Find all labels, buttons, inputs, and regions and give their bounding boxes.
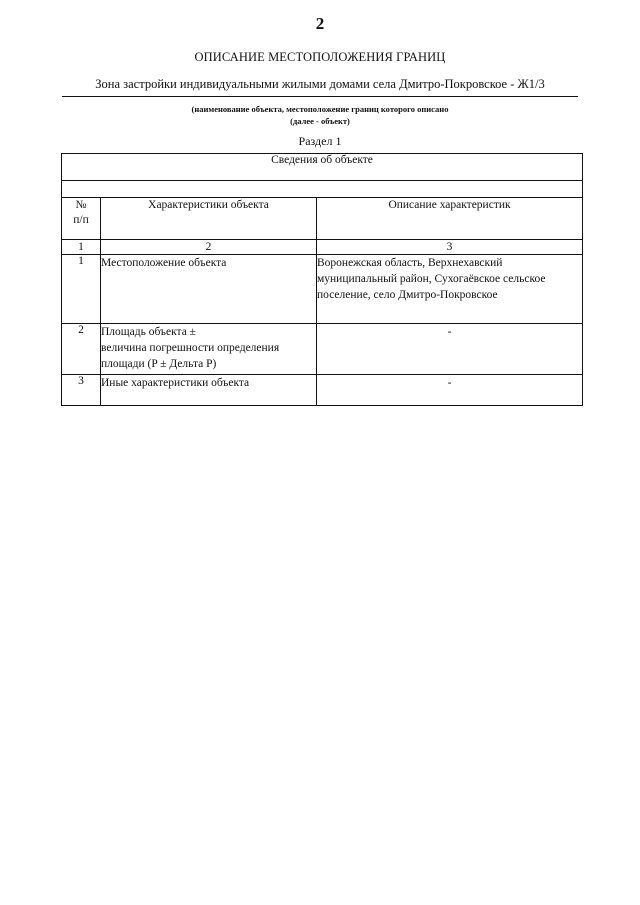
column-header-num [62, 198, 101, 240]
row-number: 1 [62, 255, 101, 324]
column-number: 2 [101, 240, 317, 255]
row-description: - [317, 324, 583, 375]
table-header: Сведения об объекте [62, 154, 583, 181]
document-title: ОПИСАНИЕ МЕСТОПОЛОЖЕНИЯ ГРАНИЦ [194, 50, 446, 64]
object-caption [62, 103, 578, 127]
row-description: Воронежская область, Верхнехавский муниципальный район, Сухогаёвское сельское поселение, село Дмитро-Покровское [317, 255, 583, 324]
table-spacer-row [62, 181, 583, 198]
table-spacer-cell [62, 181, 583, 198]
column-number: 3 [317, 240, 583, 255]
object-name: Зона застройки индивидуальными жилыми домами села Дмитро-Покровское - Ж1/3 [62, 77, 578, 97]
column-header-num-line: № [75, 199, 87, 211]
row-description: - [317, 375, 583, 406]
column-header-row [62, 198, 583, 240]
object-caption-line: (далее - объект) [290, 116, 350, 126]
table-row [62, 375, 583, 406]
table-row [62, 255, 583, 324]
row-characteristic-line: величина погрешности определения [101, 342, 280, 354]
object-info-table [61, 153, 583, 406]
row-characteristic [101, 324, 317, 375]
column-number-row [62, 240, 583, 255]
column-number: 1 [62, 240, 101, 255]
section-label: Раздел 1 [298, 134, 342, 148]
table-header-row [62, 154, 583, 181]
row-characteristic-line: Площадь объекта ± [101, 326, 196, 338]
column-header-characteristics: Характеристики объекта [101, 198, 317, 240]
page-number: 2 [315, 14, 325, 33]
row-number: 3 [62, 375, 101, 406]
row-characteristic-line: площади (P ± Дельта P) [101, 358, 217, 370]
column-header-num-line: п/п [73, 214, 89, 226]
row-number: 2 [62, 324, 101, 375]
row-characteristic: Иные характеристики объекта [101, 375, 317, 406]
object-caption-line: (наименование объекта, местоположение границ которого описано [191, 104, 449, 114]
column-header-description: Описание характеристик [317, 198, 583, 240]
table-row [62, 324, 583, 375]
row-characteristic: Местоположение объекта [101, 255, 317, 324]
